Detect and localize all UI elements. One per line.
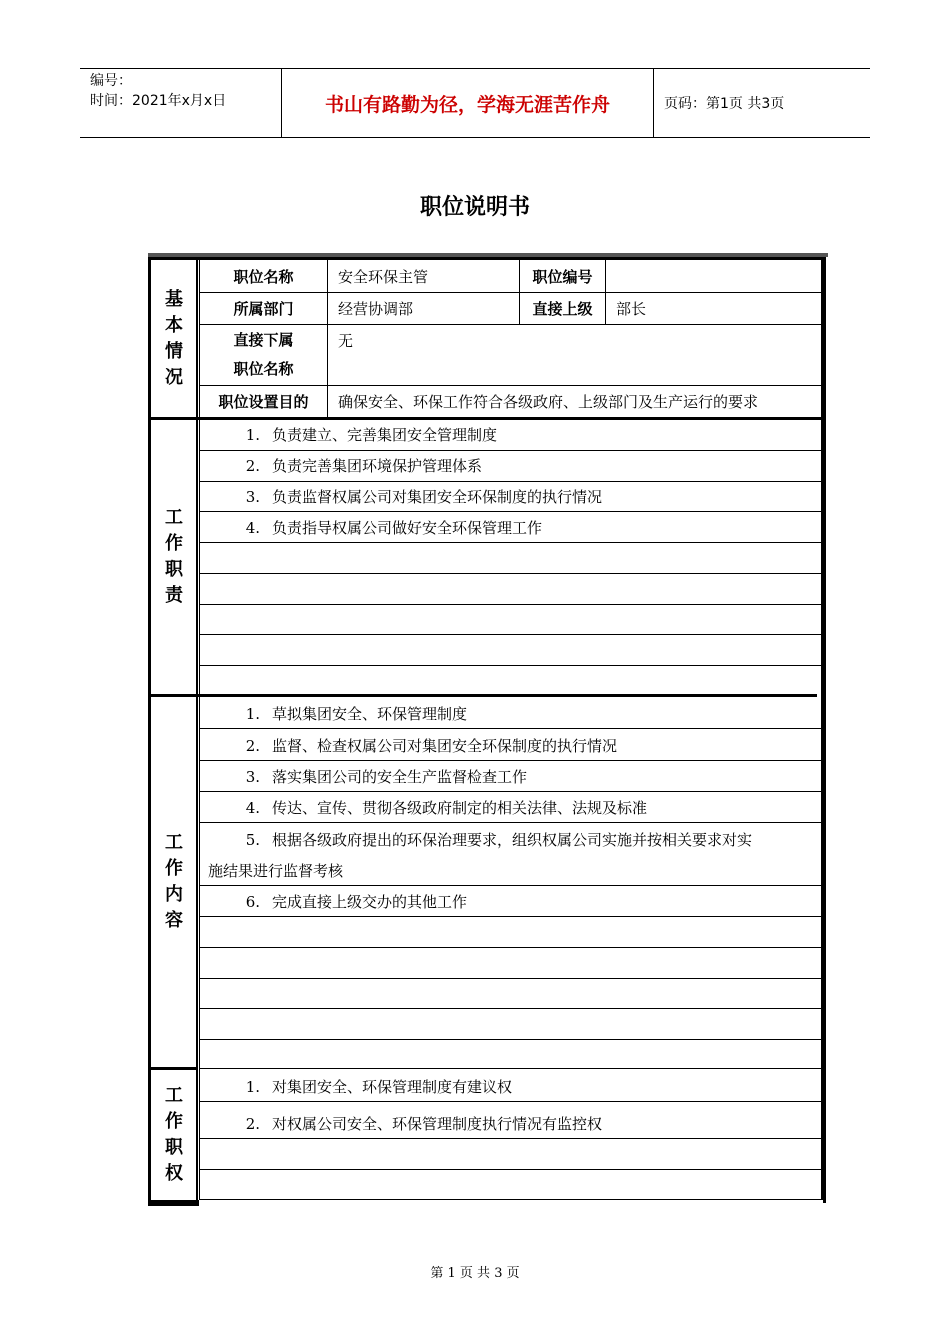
item-text: 负责建立、完善集团安全管理制度 <box>272 426 498 444</box>
list-item <box>206 829 752 850</box>
header-divider <box>653 69 654 137</box>
row-line <box>199 822 821 823</box>
row-line <box>199 728 821 729</box>
row-line <box>199 481 821 482</box>
header-number-label: 编号： <box>90 73 132 89</box>
position-name-value: 安全环保主管 <box>338 267 429 286</box>
list-item <box>206 517 542 538</box>
section-label-char: 责 <box>165 585 183 606</box>
item-number: 6. <box>245 893 260 911</box>
item-text: 完成直接上级交办的其他工作 <box>272 893 468 911</box>
section-label-char: 内 <box>165 884 183 905</box>
row-line <box>199 1101 821 1102</box>
section-label-char: 权 <box>165 1163 183 1184</box>
section-label-char: 职 <box>165 1137 183 1158</box>
item-number: 2. <box>245 457 260 475</box>
document-title: 职位说明书 <box>419 195 530 220</box>
list-item <box>206 891 467 912</box>
section-label-basic <box>151 260 197 417</box>
row-line <box>199 1039 821 1040</box>
row-line <box>199 1138 821 1139</box>
list-item <box>206 766 527 787</box>
item-number: 4. <box>245 519 260 537</box>
section-separator <box>151 417 821 420</box>
department-value: 经营协调部 <box>338 300 414 318</box>
section-label-char: 情 <box>165 340 183 362</box>
right-inner-border <box>821 260 823 1200</box>
superior-label: 直接上级 <box>532 300 593 318</box>
row-line <box>199 885 821 886</box>
item-text: 负责监督权属公司对集团安全环保制度的执行情况 <box>272 488 603 506</box>
row-line <box>199 542 821 543</box>
item-text: 对集团安全、环保管理制度有建议权 <box>272 1078 513 1096</box>
list-item <box>206 735 617 756</box>
item-number: 2. <box>245 737 260 755</box>
row-line <box>199 573 821 574</box>
section-label-char: 作 <box>165 858 183 879</box>
header-time-label: 时间：2021年x月x日 <box>90 93 227 109</box>
position-code-value <box>606 260 821 292</box>
row-line <box>199 791 821 792</box>
page-header <box>80 68 870 138</box>
list-item <box>206 1076 512 1097</box>
item-text: 传达、宣传、贯彻各级政府制定的相关法律、法规及标准 <box>272 799 648 817</box>
item-number: 4. <box>245 799 260 817</box>
position-name-label: 职位名称 <box>233 267 294 286</box>
header-motto: 书山有路勤为径，学海无涯苦作舟 <box>324 93 610 116</box>
subordinate-label-line: 职位名称 <box>233 360 294 378</box>
section-label-char: 工 <box>165 507 183 528</box>
list-item <box>206 424 497 445</box>
section-label-char: 工 <box>165 1085 183 1106</box>
row-line <box>199 511 821 512</box>
item-number: 5. <box>245 831 260 849</box>
subordinate-label <box>200 325 327 385</box>
form-bottom-border <box>199 1199 826 1200</box>
section-label-char: 工 <box>165 832 183 853</box>
row-line <box>199 916 821 917</box>
department-label: 所属部门 <box>233 300 294 318</box>
section-label-char: 基 <box>165 288 183 310</box>
form-bottom-border <box>148 1200 199 1206</box>
item-number: 1. <box>245 705 260 723</box>
section-label-char: 职 <box>165 559 183 580</box>
list-item <box>206 1113 602 1134</box>
row-line <box>199 634 821 635</box>
item-text: 根据各级政府提出的环保治理要求，组织权属公司实施并按相关要求对实 <box>272 831 753 849</box>
section-label-char: 作 <box>165 1111 183 1132</box>
section-separator <box>151 694 817 697</box>
item-number: 3. <box>245 768 260 786</box>
row-line <box>199 947 821 948</box>
section-label-char: 容 <box>165 910 183 931</box>
row-line <box>199 604 821 605</box>
row-line <box>199 1008 821 1009</box>
item-text: 对权属公司安全、环保管理制度执行情况有监控权 <box>272 1115 603 1133</box>
row-line <box>199 665 821 666</box>
row-line <box>199 450 821 451</box>
row-line <box>199 760 821 761</box>
item-number: 3. <box>245 488 260 506</box>
item-text: 草拟集团安全、环保管理制度 <box>272 705 468 723</box>
list-item <box>206 455 482 476</box>
section-label-authority <box>151 1070 197 1200</box>
section-label-content <box>151 697 197 1067</box>
list-item <box>206 797 647 818</box>
subordinate-value: 无 <box>338 331 354 350</box>
item-number: 1. <box>245 1078 260 1096</box>
item-text: 监督、检查权属公司对集团安全环保制度的执行情况 <box>272 737 618 755</box>
list-item <box>206 486 602 507</box>
item-number: 1. <box>245 426 260 444</box>
section-label-duties <box>151 420 197 694</box>
section-label-char: 本 <box>165 314 183 336</box>
subordinate-label-line: 直接下属 <box>233 331 294 349</box>
row-line <box>199 1169 821 1170</box>
position-code-label: 职位编号 <box>532 267 593 286</box>
header-meta <box>90 71 226 111</box>
purpose-label: 职位设置目的 <box>218 393 309 411</box>
header-page-info: 页码：第1页 共3页 <box>664 96 785 112</box>
list-item <box>206 703 467 724</box>
section-label-char: 作 <box>165 533 183 554</box>
section-label-char: 况 <box>165 366 183 388</box>
purpose-value: 确保安全、环保工作符合各级政府、上级部门及生产运行的要求 <box>338 393 759 411</box>
item-text: 负责完善集团环境保护管理体系 <box>272 457 483 475</box>
superior-value: 部长 <box>616 300 647 318</box>
item-text: 负责指导权属公司做好安全环保管理工作 <box>272 519 543 537</box>
row-line <box>199 978 821 979</box>
item-text: 落实集团公司的安全生产监督检查工作 <box>272 768 528 786</box>
list-item-continuation: 施结果进行监督考核 <box>208 862 344 880</box>
item-number: 2. <box>245 1115 260 1133</box>
page-footer: 第 1 页 共 3 页 <box>430 1266 520 1281</box>
row-line <box>199 1068 823 1069</box>
